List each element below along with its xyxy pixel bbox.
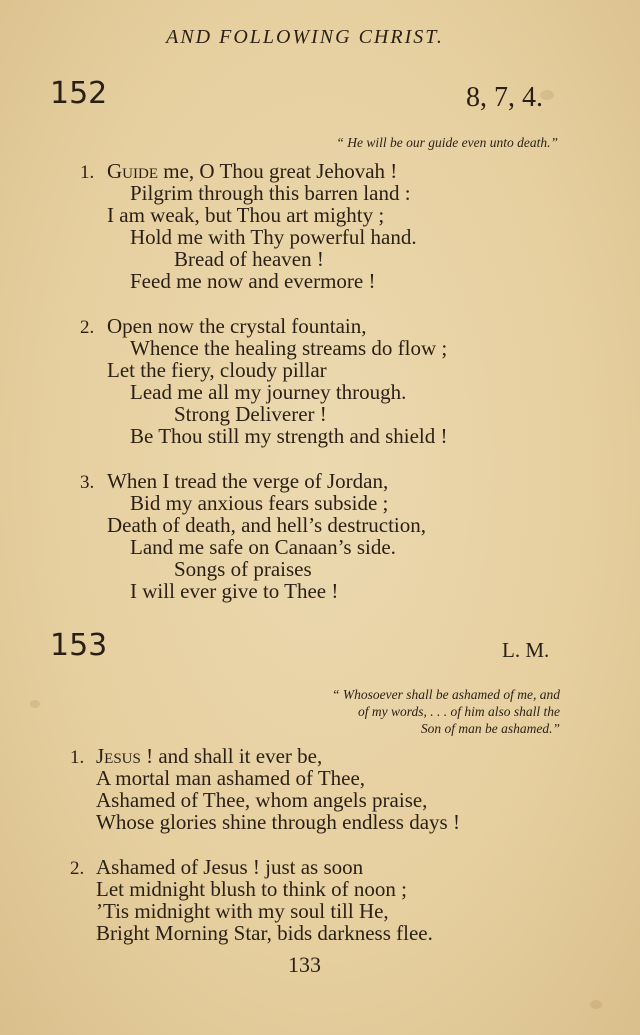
hymn-epigraph [332, 686, 560, 737]
verse-line: Ashamed of Thee, whom angels praise, [96, 788, 428, 812]
verse-line: Pilgrim through this barren land : [130, 181, 411, 205]
hymn-meter: 8, 7, 4. [466, 82, 543, 113]
verse-line: Bright Morning Star, bids darkness flee. [96, 921, 433, 945]
verse-line [80, 470, 426, 492]
hymn-meter: L. M. [502, 638, 550, 662]
verse-line [80, 160, 417, 182]
stanza-number: 3. [80, 472, 95, 493]
hymn-number: 153 [50, 628, 108, 663]
verse-line: Strong Deliverer ! [174, 402, 327, 426]
stanza-number: 2. [80, 317, 95, 338]
verse-line: Let midnight blush to think of noon ; [96, 877, 407, 901]
stanza [80, 315, 448, 447]
foxing-spot [590, 1000, 602, 1009]
verse-line: I am weak, but Thou art mighty ; [107, 203, 385, 227]
verse-first-word: Jesus [96, 744, 141, 768]
stanza [70, 745, 460, 833]
verse-line: Death of death, and hell’s destruction, [107, 513, 426, 537]
verse-line: Whence the healing streams do flow ; [130, 336, 448, 360]
hymn-epigraph [336, 134, 558, 151]
verse-line: Let the fiery, cloudy pillar [107, 358, 327, 382]
page-number: 133 [288, 952, 321, 977]
stanza [80, 160, 417, 292]
verse-line: ’Tis midnight with my soul till He, [96, 899, 389, 923]
stanza [70, 856, 433, 944]
verse-line: Songs of praises [174, 557, 312, 581]
verse-text: When I tread the verge of Jordan, [107, 469, 389, 493]
epigraph-line: “ He will be our guide even unto death.” [336, 135, 558, 150]
epigraph-line: of my words, . . . of him also shall the [357, 704, 560, 719]
verse-line: Lead me all my journey through. [130, 380, 407, 404]
verse-text: Ashamed of Jesus ! just as soon [96, 855, 364, 879]
verse-line: Hold me with Thy powerful hand. [130, 225, 417, 249]
verse-line: I will ever give to Thee ! [130, 579, 339, 603]
verse-line: Bid my anxious fears subside ; [130, 491, 389, 515]
verse-line [70, 856, 433, 878]
verse-first-word: Guide [107, 159, 158, 183]
epigraph-line: “ Whosoever shall be ashamed of me, and [332, 687, 560, 702]
verse-line: Whose glories shine through endless days ! [96, 810, 460, 834]
stanza [80, 470, 426, 602]
verse-text: ! and shall it ever be, [140, 744, 323, 768]
stanza-number: 2. [70, 858, 85, 879]
foxing-spot [30, 700, 40, 708]
verse-text: me, O Thou great Jehovah ! [158, 159, 398, 183]
verse-line: Bread of heaven ! [174, 247, 324, 271]
verse-line: A mortal man ashamed of Thee, [96, 766, 366, 790]
hymn-number: 152 [50, 76, 108, 111]
verse-line: Feed me now and evermore ! [130, 269, 376, 293]
running-head: AND FOLLOWING CHRIST. [166, 26, 444, 48]
verse-line: Land me safe on Canaan’s side. [130, 535, 396, 559]
verse-text: Open now the crystal fountain, [107, 314, 367, 338]
stanza-number: 1. [70, 747, 85, 768]
verse-line [70, 745, 460, 767]
epigraph-line: Son of man be ashamed.” [420, 721, 560, 736]
verse-line [80, 315, 448, 337]
verse-line: Be Thou still my strength and shield ! [130, 424, 448, 448]
stanza-number: 1. [80, 162, 95, 183]
